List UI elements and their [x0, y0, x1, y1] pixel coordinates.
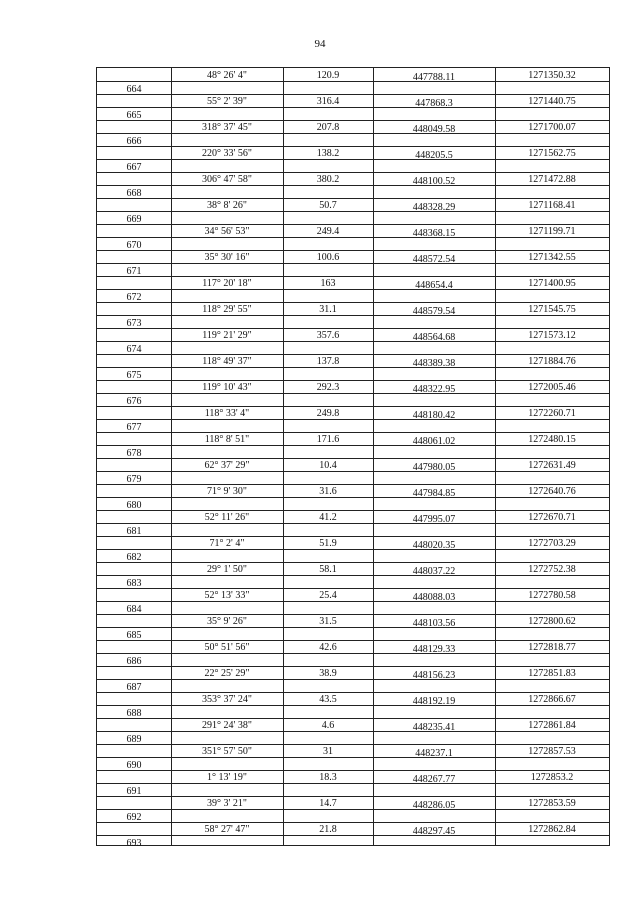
- coordinate-y: 1272005.46: [528, 382, 576, 393]
- segment-distance: 138.2: [316, 148, 340, 159]
- segment-distance: 292.3: [316, 382, 340, 393]
- row-divider: [97, 250, 609, 251]
- bearing-angle: 39° 3' 21": [207, 798, 247, 809]
- row-divider: [97, 276, 609, 277]
- coordinate-y: 1272631.49: [528, 460, 576, 471]
- table-row: [97, 458, 609, 484]
- coordinate-y: 1272752.38: [528, 564, 576, 575]
- row-divider: [97, 679, 609, 680]
- row-divider: [97, 627, 609, 628]
- bearing-angle: 35° 30' 16": [204, 252, 250, 263]
- table-row: [97, 328, 609, 354]
- row-divider: [97, 211, 609, 212]
- row-divider: [97, 224, 609, 225]
- row-divider: [97, 380, 609, 381]
- segment-distance: 249.8: [316, 408, 340, 419]
- coordinate-x: 448180.42: [412, 410, 456, 421]
- point-number: 693: [126, 838, 142, 849]
- bearing-angle: 118° 49' 37": [202, 356, 252, 367]
- table-row: [97, 614, 609, 640]
- row-divider: [97, 510, 609, 511]
- row-divider: [97, 120, 609, 121]
- coordinate-y: 1272851.83: [528, 668, 576, 679]
- row-divider: [97, 718, 609, 719]
- point-number: 683: [126, 578, 142, 589]
- row-divider: [97, 822, 609, 823]
- point-number: 692: [126, 812, 142, 823]
- coordinate-x: 448049.58: [412, 124, 456, 135]
- row-divider: [97, 614, 609, 615]
- coordinate-y: 1272866.67: [528, 694, 576, 705]
- row-divider: [97, 705, 609, 706]
- segment-distance: 163: [320, 278, 336, 289]
- segment-distance: 4.6: [321, 720, 335, 731]
- coordinate-x: 448286.05: [412, 800, 456, 811]
- table-row: [97, 588, 609, 614]
- table-row: [97, 354, 609, 380]
- segment-distance: 207.8: [316, 122, 340, 133]
- table-row: [97, 380, 609, 406]
- segment-distance: 50.7: [319, 200, 337, 211]
- point-number: 674: [126, 344, 142, 355]
- segment-distance: 21.8: [319, 824, 337, 835]
- coordinate-y: 1271573.12: [528, 330, 576, 341]
- coordinate-x: 448579.54: [412, 306, 456, 317]
- table-row: [97, 640, 609, 666]
- segment-distance: 58.1: [319, 564, 337, 575]
- row-divider: [97, 588, 609, 589]
- table-row: [97, 68, 609, 94]
- coordinate-x: 448328.29: [412, 202, 456, 213]
- bearing-angle: 58° 27' 47": [204, 824, 250, 835]
- row-divider: [97, 133, 609, 134]
- segment-distance: 14.7: [319, 798, 337, 809]
- table-row: [97, 692, 609, 718]
- row-divider: [97, 809, 609, 810]
- coordinate-x: 448237.1: [415, 748, 453, 759]
- coordinate-x: 448564.68: [412, 332, 456, 343]
- point-number: 686: [126, 656, 142, 667]
- point-number: 684: [126, 604, 142, 615]
- bearing-angle: 118° 8' 51": [204, 434, 250, 445]
- coordinate-y: 1271545.75: [528, 304, 576, 315]
- row-divider: [97, 445, 609, 446]
- coordinate-y: 1272800.62: [528, 616, 576, 627]
- segment-distance: 38.9: [319, 668, 337, 679]
- coordinate-x: 448322.95: [412, 384, 456, 395]
- bearing-angle: 55° 2' 39": [207, 96, 247, 107]
- table-row: [97, 276, 609, 302]
- coordinate-y: 1271342.55: [528, 252, 576, 263]
- coordinate-y: 1272780.58: [528, 590, 576, 601]
- row-divider: [97, 198, 609, 199]
- segment-distance: 380.2: [316, 174, 340, 185]
- row-divider: [97, 263, 609, 264]
- point-number: 664: [126, 84, 142, 95]
- coordinate-x: 448297.45: [412, 826, 456, 837]
- bearing-angle: 50° 51' 56": [204, 642, 250, 653]
- coordinate-x: 448572.54: [412, 254, 456, 265]
- coordinate-x: 448654.4: [415, 280, 453, 291]
- table-row: [97, 770, 609, 796]
- table-row: [97, 146, 609, 172]
- row-divider: [97, 315, 609, 316]
- coordinate-y: 1272703.29: [528, 538, 576, 549]
- coordinates-table: [96, 67, 610, 849]
- table-row: [97, 406, 609, 432]
- row-divider: [97, 341, 609, 342]
- bearing-angle: 306° 47' 58": [202, 174, 252, 185]
- segment-distance: 51.9: [319, 538, 337, 549]
- row-divider: [97, 107, 609, 108]
- coordinate-x: 447984.85: [412, 488, 456, 499]
- point-number: 687: [126, 682, 142, 693]
- coordinate-x: 448235.41: [412, 722, 456, 733]
- bearing-angle: 118° 33' 4": [204, 408, 250, 419]
- segment-distance: 10.4: [319, 460, 337, 471]
- row-divider: [97, 432, 609, 433]
- row-divider: [97, 406, 609, 407]
- row-divider: [97, 757, 609, 758]
- coordinate-x: 447788.11: [412, 72, 456, 83]
- coordinate-x: 448020.35: [412, 540, 456, 551]
- point-number: 678: [126, 448, 142, 459]
- bearing-angle: 351° 57' 50": [202, 746, 252, 757]
- row-divider: [97, 419, 609, 420]
- point-number: 679: [126, 474, 142, 485]
- point-number: 677: [126, 422, 142, 433]
- row-divider: [97, 471, 609, 472]
- point-number: 689: [126, 734, 142, 745]
- row-divider: [97, 666, 609, 667]
- coordinate-x: 448100.52: [412, 176, 456, 187]
- row-divider: [97, 289, 609, 290]
- bearing-angle: 52° 13' 33": [204, 590, 250, 601]
- row-divider: [97, 783, 609, 784]
- bearing-angle: 22° 25' 29": [204, 668, 250, 679]
- segment-distance: 31.6: [319, 486, 337, 497]
- coordinate-x: 448061.02: [412, 436, 456, 447]
- coordinate-x: 448129.33: [412, 644, 456, 655]
- point-number: 672: [126, 292, 142, 303]
- row-divider: [97, 692, 609, 693]
- coordinate-y: 1272857.53: [528, 746, 576, 757]
- coordinate-y: 1272260.71: [528, 408, 576, 419]
- segment-distance: 43.5: [319, 694, 337, 705]
- point-number: 665: [126, 110, 142, 121]
- bearing-angle: 52° 11' 26": [204, 512, 250, 523]
- row-divider: [97, 328, 609, 329]
- row-divider: [97, 770, 609, 771]
- bearing-angle: 38° 8' 26": [207, 200, 247, 211]
- point-number: 667: [126, 162, 142, 173]
- coordinate-y: 1271400.95: [528, 278, 576, 289]
- coordinate-y: 1272670.71: [528, 512, 576, 523]
- bearing-angle: 29° 1' 50": [207, 564, 247, 575]
- point-number: 669: [126, 214, 142, 225]
- point-number: 673: [126, 318, 142, 329]
- table-row: [97, 172, 609, 198]
- segment-distance: 120.9: [316, 70, 340, 81]
- segment-distance: 31: [323, 746, 333, 757]
- point-number: 676: [126, 396, 142, 407]
- row-divider: [97, 484, 609, 485]
- bearing-angle: 318° 37' 45": [202, 122, 252, 133]
- row-divider: [97, 523, 609, 524]
- coordinate-y: 1271350.32: [528, 70, 576, 81]
- row-divider: [97, 731, 609, 732]
- row-divider: [97, 94, 609, 95]
- coordinate-x: 448088.03: [412, 592, 456, 603]
- bearing-angle: 291° 24' 38": [202, 720, 252, 731]
- bearing-angle: 62° 37' 29": [204, 460, 250, 471]
- row-divider: [97, 653, 609, 654]
- row-divider: [97, 536, 609, 537]
- row-divider: [97, 237, 609, 238]
- row-divider: [97, 601, 609, 602]
- segment-distance: 41.2: [319, 512, 337, 523]
- coordinate-x: 448368.15: [412, 228, 456, 239]
- table-row: [97, 718, 609, 744]
- coordinate-y: 1272853.2: [530, 772, 574, 783]
- row-divider: [97, 172, 609, 173]
- point-number: 681: [126, 526, 142, 537]
- table-row: [97, 536, 609, 562]
- segment-distance: 249.4: [316, 226, 340, 237]
- coordinate-y: 1271472.88: [528, 174, 576, 185]
- segment-distance: 31.1: [319, 304, 337, 315]
- row-divider: [97, 185, 609, 186]
- coordinate-y: 1272640.76: [528, 486, 576, 497]
- table-row: [97, 484, 609, 510]
- point-number: 670: [126, 240, 142, 251]
- table-row: [97, 94, 609, 120]
- point-number: 685: [126, 630, 142, 641]
- row-divider: [97, 458, 609, 459]
- coordinate-x: 447868.3: [415, 98, 453, 109]
- table-row: [97, 822, 609, 848]
- bearing-angle: 353° 37' 24": [202, 694, 252, 705]
- bearing-angle: 119° 21' 29": [202, 330, 252, 341]
- bearing-angle: 71° 2' 4": [209, 538, 245, 549]
- table-row: [97, 510, 609, 536]
- coordinate-y: 1271700.07: [528, 122, 576, 133]
- table-row: [97, 224, 609, 250]
- segment-distance: 42.6: [319, 642, 337, 653]
- bearing-angle: 119° 10' 43": [202, 382, 252, 393]
- coordinate-y: 1272861.84: [528, 720, 576, 731]
- bearing-angle: 48° 26' 4": [207, 70, 247, 81]
- table-row: [97, 796, 609, 822]
- row-divider: [97, 796, 609, 797]
- segment-distance: 357.6: [316, 330, 340, 341]
- row-divider: [97, 81, 609, 82]
- coordinate-y: 1271199.71: [528, 226, 576, 237]
- table-row: [97, 744, 609, 770]
- table-row: [97, 562, 609, 588]
- coordinate-y: 1272862.84: [528, 824, 576, 835]
- point-number: 671: [126, 266, 142, 277]
- table-row: [97, 666, 609, 692]
- table-row: [97, 120, 609, 146]
- bearing-angle: 34° 56' 53": [204, 226, 250, 237]
- segment-distance: 18.3: [319, 772, 337, 783]
- coordinate-x: 448205.5: [415, 150, 453, 161]
- segment-distance: 25.4: [319, 590, 337, 601]
- row-divider: [97, 549, 609, 550]
- segment-distance: 171.6: [316, 434, 340, 445]
- row-divider: [97, 302, 609, 303]
- row-divider: [97, 367, 609, 368]
- table-row: [97, 250, 609, 276]
- segment-distance: 137.8: [316, 356, 340, 367]
- point-number: 682: [126, 552, 142, 563]
- coordinate-x: 448103.56: [412, 618, 456, 629]
- table-row: [97, 432, 609, 458]
- point-number: 675: [126, 370, 142, 381]
- bearing-angle: 118° 29' 55": [202, 304, 252, 315]
- segment-distance: 316.4: [316, 96, 340, 107]
- bearing-angle: 35° 9' 26": [207, 616, 247, 627]
- table-row: [97, 302, 609, 328]
- row-divider: [97, 497, 609, 498]
- coordinate-x: 448267.77: [412, 774, 456, 785]
- coordinate-y: 1271440.75: [528, 96, 576, 107]
- row-divider: [97, 146, 609, 147]
- point-number: 668: [126, 188, 142, 199]
- point-number: 666: [126, 136, 142, 147]
- segment-distance: 31.5: [319, 616, 337, 627]
- coordinate-y: 1272818.77: [528, 642, 576, 653]
- point-number: 691: [126, 786, 142, 797]
- coordinate-y: 1271168.41: [528, 200, 576, 211]
- row-divider: [97, 744, 609, 745]
- coordinate-y: 1271884.76: [528, 356, 576, 367]
- row-divider: [97, 640, 609, 641]
- row-divider: [97, 835, 609, 836]
- row-divider: [97, 575, 609, 576]
- coordinate-x: 447980.05: [412, 462, 456, 473]
- point-number: 688: [126, 708, 142, 719]
- bearing-angle: 1° 13' 19": [207, 772, 247, 783]
- coordinate-x: 448156.23: [412, 670, 456, 681]
- row-divider: [97, 562, 609, 563]
- bearing-angle: 220° 33' 56": [202, 148, 252, 159]
- coordinate-x: 448037.22: [412, 566, 456, 577]
- coordinate-x: 448192.19: [412, 696, 456, 707]
- row-divider: [97, 354, 609, 355]
- coordinate-y: 1272853.59: [528, 798, 576, 809]
- segment-distance: 100.6: [316, 252, 340, 263]
- coordinate-x: 448389.38: [412, 358, 456, 369]
- coordinate-y: 1271562.75: [528, 148, 576, 159]
- row-divider: [97, 393, 609, 394]
- bearing-angle: 117° 20' 18": [202, 278, 252, 289]
- bearing-angle: 71° 9' 30": [207, 486, 247, 497]
- coordinate-x: 447995.07: [412, 514, 456, 525]
- table-row: [97, 198, 609, 224]
- row-divider: [97, 159, 609, 160]
- coordinate-y: 1272480.15: [528, 434, 576, 445]
- point-number: 690: [126, 760, 142, 771]
- point-number: 680: [126, 500, 142, 511]
- page-number: 94: [314, 38, 326, 50]
